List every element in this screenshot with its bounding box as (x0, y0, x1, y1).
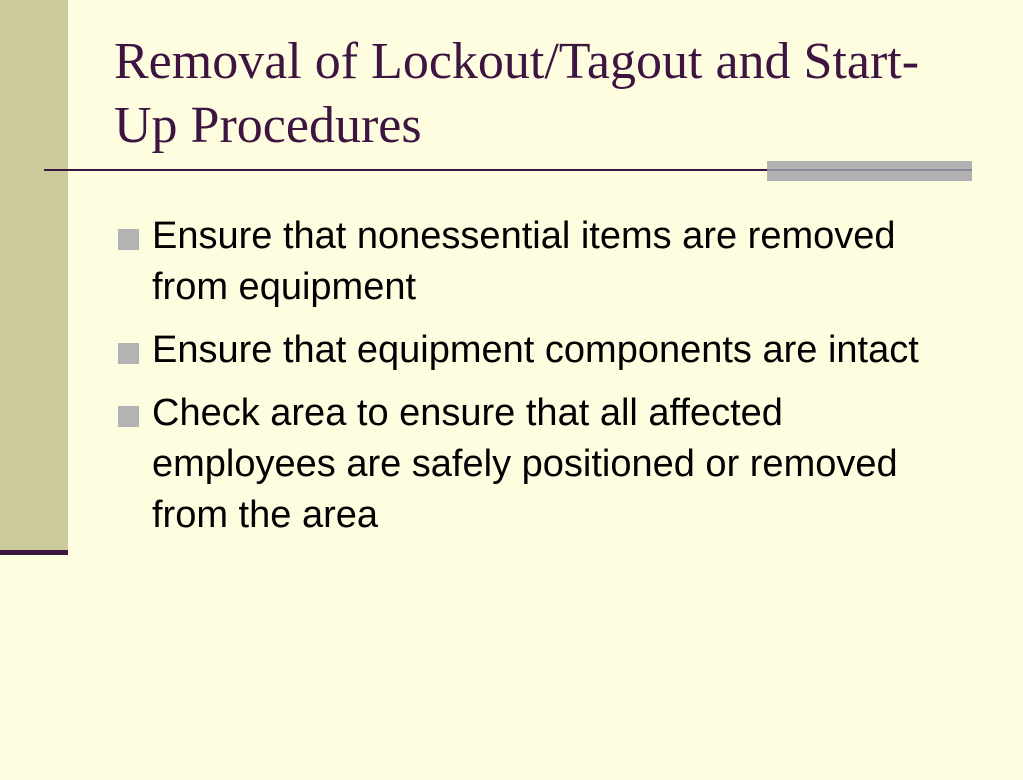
slide-title: Removal of Lockout/Tagout and Start-Up Procedures (114, 33, 920, 154)
bullet-text: Ensure that nonessential items are removed from equipment (152, 215, 896, 308)
bullet-item (116, 388, 946, 541)
title-accent-stripe (767, 169, 972, 171)
bullet-item (116, 211, 946, 313)
square-bullet-icon (118, 343, 139, 364)
square-bullet-icon (118, 406, 139, 427)
sidebar-decoration (0, 0, 68, 550)
bullet-text: Check area to ensure that all affected employees are safely positioned or removed from the area (152, 392, 898, 536)
bullet-item (116, 325, 946, 376)
title-accent-bar (767, 161, 972, 181)
bullet-text: Ensure that equipment components are intact (152, 329, 919, 371)
bullet-list (116, 211, 946, 553)
square-bullet-icon (118, 229, 139, 250)
sidebar-underline (0, 550, 68, 555)
